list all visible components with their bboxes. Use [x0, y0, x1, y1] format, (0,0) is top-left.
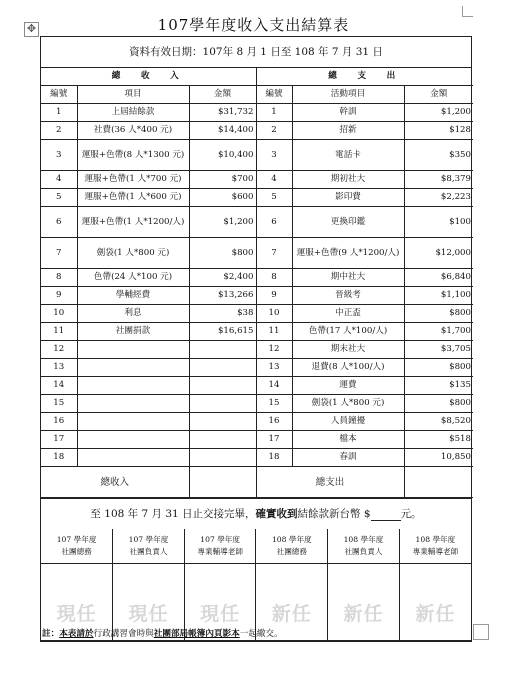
- income-no-cell[interactable]: 2: [41, 122, 77, 140]
- income-no-cell[interactable]: 10: [41, 305, 77, 323]
- table-row: [41, 238, 473, 269]
- income-amount-cell[interactable]: $1,200: [189, 207, 256, 238]
- footnote: 註：本表請於行政講習會時與社團部局帳簿內頁影本一起繳交。: [42, 629, 283, 639]
- income-amount-cell[interactable]: [189, 341, 256, 359]
- table-row: [41, 449, 473, 467]
- col-header-item: 項目: [77, 86, 189, 104]
- expense-item-cell[interactable]: 影印費: [292, 189, 404, 207]
- expense-no-cell[interactable]: 13: [256, 359, 292, 377]
- table-row: [41, 395, 473, 413]
- col-header-no: 編號: [41, 86, 77, 104]
- income-item-cell[interactable]: 社費(36 人*400 元): [77, 122, 189, 140]
- expense-amount-cell[interactable]: $2,223: [404, 189, 473, 207]
- income-item-cell[interactable]: [77, 341, 189, 359]
- expense-amount-cell[interactable]: $1,200: [404, 104, 473, 122]
- income-no-cell[interactable]: 1: [41, 104, 77, 122]
- expense-no-cell[interactable]: 7: [256, 238, 292, 269]
- settlement-statement: 至 108 年 7 月 31 日止交接完畢，確實收到結餘款新台幣 $ 元。: [41, 498, 471, 529]
- expense-no-cell[interactable]: 5: [256, 189, 292, 207]
- watermark-text: 新任: [343, 602, 384, 625]
- income-amount-cell[interactable]: $600: [189, 189, 256, 207]
- expense-item-cell[interactable]: 運費: [292, 377, 404, 395]
- income-amount-cell[interactable]: $10,400: [189, 140, 256, 171]
- income-no-cell[interactable]: 17: [41, 431, 77, 449]
- expense-item-cell[interactable]: 電話卡: [292, 140, 404, 171]
- signature-year: 108 學年度: [271, 535, 312, 544]
- total-expense-label: 總支出: [256, 467, 404, 498]
- income-header: 總 收 入: [41, 68, 256, 86]
- expense-amount-cell[interactable]: $800: [404, 359, 473, 377]
- income-item-cell[interactable]: 運服+色帶(1 人*1200/人): [77, 207, 189, 238]
- settlement-sheet: [40, 36, 472, 642]
- expense-item-cell[interactable]: 期末社大: [292, 341, 404, 359]
- signature-role: 社團總務: [276, 547, 307, 556]
- expense-header: 總 支 出: [256, 68, 473, 86]
- expense-no-cell[interactable]: 17: [256, 431, 292, 449]
- expense-no-cell[interactable]: 9: [256, 287, 292, 305]
- income-amount-cell[interactable]: $700: [189, 171, 256, 189]
- table-move-handle-icon[interactable]: ✥: [24, 22, 39, 37]
- table-row: [41, 341, 473, 359]
- table-row: [41, 269, 473, 287]
- income-item-cell[interactable]: 學輔經費: [77, 287, 189, 305]
- income-amount-cell[interactable]: [189, 359, 256, 377]
- income-item-cell[interactable]: [77, 413, 189, 431]
- income-item-cell[interactable]: [77, 431, 189, 449]
- page-corner-mark-bottom: [473, 624, 489, 640]
- signature-header: [113, 529, 185, 564]
- table-row: [41, 189, 473, 207]
- watermark-text: 現任: [56, 602, 97, 625]
- income-amount-cell[interactable]: [189, 395, 256, 413]
- expense-item-cell[interactable]: 色帶(17 人*100/人): [292, 323, 404, 341]
- income-no-cell[interactable]: 13: [41, 359, 77, 377]
- expense-no-cell[interactable]: 10: [256, 305, 292, 323]
- income-amount-cell[interactable]: $2,400: [189, 269, 256, 287]
- col-header-activity: 活動項目: [292, 86, 404, 104]
- expense-no-cell[interactable]: 4: [256, 171, 292, 189]
- expense-amount-cell[interactable]: $6,840: [404, 269, 473, 287]
- income-item-cell[interactable]: 劍袋(1 人*800 元): [77, 238, 189, 269]
- table-row: [41, 122, 473, 140]
- expense-no-cell[interactable]: 16: [256, 413, 292, 431]
- expense-no-cell[interactable]: 8: [256, 269, 292, 287]
- signature-stamp-area[interactable]: [399, 564, 471, 641]
- expense-amount-cell[interactable]: $800: [404, 395, 473, 413]
- income-amount-cell[interactable]: $13,266: [189, 287, 256, 305]
- table-row: [41, 431, 473, 449]
- watermark-text: 現任: [128, 602, 169, 625]
- income-amount-cell[interactable]: [189, 377, 256, 395]
- expense-item-cell[interactable]: 劍袋(1 人*800 元): [292, 395, 404, 413]
- income-no-cell[interactable]: 6: [41, 207, 77, 238]
- expense-amount-cell[interactable]: $128: [404, 122, 473, 140]
- income-no-cell[interactable]: 18: [41, 449, 77, 467]
- expense-amount-cell[interactable]: 10,850: [404, 449, 473, 467]
- expense-item-cell[interactable]: 晉級考: [292, 287, 404, 305]
- expense-no-cell[interactable]: 15: [256, 395, 292, 413]
- table-row: [41, 171, 473, 189]
- income-item-cell[interactable]: [77, 449, 189, 467]
- signature-year: 107 學年度: [56, 535, 97, 544]
- expense-amount-cell[interactable]: $8,379: [404, 171, 473, 189]
- expense-item-cell[interactable]: 退費(8 人*100/人): [292, 359, 404, 377]
- income-no-cell[interactable]: 9: [41, 287, 77, 305]
- expense-item-cell[interactable]: 運服+色帶(9 人*1200/人): [292, 238, 404, 269]
- expense-amount-cell[interactable]: $135: [404, 377, 473, 395]
- income-amount-cell[interactable]: $38: [189, 305, 256, 323]
- expense-amount-cell[interactable]: $800: [404, 305, 473, 323]
- signature-table: [41, 529, 471, 641]
- expense-item-cell[interactable]: 期中社大: [292, 269, 404, 287]
- income-amount-cell[interactable]: $16,615: [189, 323, 256, 341]
- income-amount-cell[interactable]: $31,732: [189, 104, 256, 122]
- expense-item-cell[interactable]: 更換印鑑: [292, 207, 404, 238]
- table-row: [41, 359, 473, 377]
- expense-amount-cell[interactable]: $3,705: [404, 341, 473, 359]
- expense-item-cell[interactable]: 幹訓: [292, 104, 404, 122]
- signature-year: 107 學年度: [128, 535, 169, 544]
- signature-header: [399, 529, 471, 564]
- col-header-amount: 金額: [189, 86, 256, 104]
- income-item-cell[interactable]: 運服+色帶(8 人*1300 元): [77, 140, 189, 171]
- expense-no-cell[interactable]: 6: [256, 207, 292, 238]
- signature-role: 專業輔導老師: [412, 547, 459, 556]
- expense-no-cell[interactable]: 12: [256, 341, 292, 359]
- income-no-cell[interactable]: 8: [41, 269, 77, 287]
- validity-period: 資料有效日期：107年 8 月 1 日至 108 年 7 月 31 日: [41, 37, 471, 68]
- income-amount-cell[interactable]: [189, 413, 256, 431]
- income-amount-cell[interactable]: $800: [189, 238, 256, 269]
- table-row: [41, 413, 473, 431]
- income-no-cell[interactable]: 5: [41, 189, 77, 207]
- signature-role: 社團負責人: [344, 547, 383, 556]
- col-header-no: 編號: [256, 86, 292, 104]
- signature-role: 社團負責人: [129, 547, 168, 556]
- income-no-cell[interactable]: 16: [41, 413, 77, 431]
- expense-item-cell[interactable]: 招新: [292, 122, 404, 140]
- total-income-value[interactable]: [189, 467, 256, 498]
- signature-stamp-area[interactable]: [328, 564, 400, 641]
- table-row: [41, 305, 473, 323]
- expense-amount-cell[interactable]: $12,000: [404, 238, 473, 269]
- income-item-cell[interactable]: 利息: [77, 305, 189, 323]
- signature-header: [256, 529, 328, 564]
- income-item-cell[interactable]: 運服+色帶(1 人*600 元): [77, 189, 189, 207]
- table-row: [41, 323, 473, 341]
- income-no-cell[interactable]: 4: [41, 171, 77, 189]
- table-row: [41, 377, 473, 395]
- document-title: 107學年度收入支出結算表: [157, 16, 350, 34]
- expense-amount-cell[interactable]: $1,700: [404, 323, 473, 341]
- signature-year: 108 學年度: [415, 535, 456, 544]
- signature-header: [184, 529, 256, 564]
- table-row: [41, 104, 473, 122]
- expense-item-cell[interactable]: 檔本: [292, 431, 404, 449]
- watermark-text: 新任: [415, 602, 456, 625]
- table-row: [41, 287, 473, 305]
- income-item-cell[interactable]: 社團捐款: [77, 323, 189, 341]
- watermark-text: 新任: [271, 602, 312, 625]
- expense-no-cell[interactable]: 18: [256, 449, 292, 467]
- income-no-cell[interactable]: 14: [41, 377, 77, 395]
- signature-header: [328, 529, 400, 564]
- signature-year: 107 學年度: [200, 535, 240, 544]
- income-amount-cell[interactable]: [189, 431, 256, 449]
- expense-no-cell[interactable]: 2: [256, 122, 292, 140]
- table-row: [41, 140, 473, 171]
- expense-no-cell[interactable]: 11: [256, 323, 292, 341]
- expense-item-cell[interactable]: 人員鐘擾: [292, 413, 404, 431]
- balance-amount-blank[interactable]: [371, 508, 401, 521]
- expense-amount-cell[interactable]: $8,520: [404, 413, 473, 431]
- income-item-cell[interactable]: 色帶(24 人*100 元): [77, 269, 189, 287]
- expense-no-cell[interactable]: 1: [256, 104, 292, 122]
- expense-item-cell[interactable]: 中正盃: [292, 305, 404, 323]
- expense-item-cell[interactable]: 春訓: [292, 449, 404, 467]
- income-expense-table: [41, 68, 473, 467]
- income-item-cell[interactable]: [77, 395, 189, 413]
- expense-amount-cell[interactable]: $1,100: [404, 287, 473, 305]
- col-header-amount: 金額: [404, 86, 473, 104]
- expense-no-cell[interactable]: 14: [256, 377, 292, 395]
- total-income-label: 總收入: [41, 467, 189, 498]
- income-no-cell[interactable]: 12: [41, 341, 77, 359]
- expense-item-cell[interactable]: 期初社大: [292, 171, 404, 189]
- income-amount-cell[interactable]: $14,400: [189, 122, 256, 140]
- expense-amount-cell[interactable]: $100: [404, 207, 473, 238]
- expense-amount-cell[interactable]: $518: [404, 431, 473, 449]
- total-expense-value[interactable]: [404, 467, 473, 498]
- expense-amount-cell[interactable]: $350: [404, 140, 473, 171]
- expense-no-cell[interactable]: 3: [256, 140, 292, 171]
- income-item-cell[interactable]: 運服+色帶(1 人*700 元): [77, 171, 189, 189]
- income-item-cell[interactable]: [77, 377, 189, 395]
- income-item-cell[interactable]: [77, 359, 189, 377]
- signature-header: [41, 529, 113, 564]
- table-row: [41, 207, 473, 238]
- income-no-cell[interactable]: 11: [41, 323, 77, 341]
- income-no-cell[interactable]: 3: [41, 140, 77, 171]
- income-amount-cell[interactable]: [189, 449, 256, 467]
- signature-role: 社團總務: [61, 547, 92, 556]
- totals-table: [41, 467, 473, 498]
- signature-year: 108 學年度: [343, 535, 384, 544]
- income-item-cell[interactable]: 上屆結餘款: [77, 104, 189, 122]
- income-no-cell[interactable]: 7: [41, 238, 77, 269]
- watermark-text: 現任: [200, 602, 241, 625]
- income-no-cell[interactable]: 15: [41, 395, 77, 413]
- signature-role: 專業輔導老師: [197, 547, 243, 556]
